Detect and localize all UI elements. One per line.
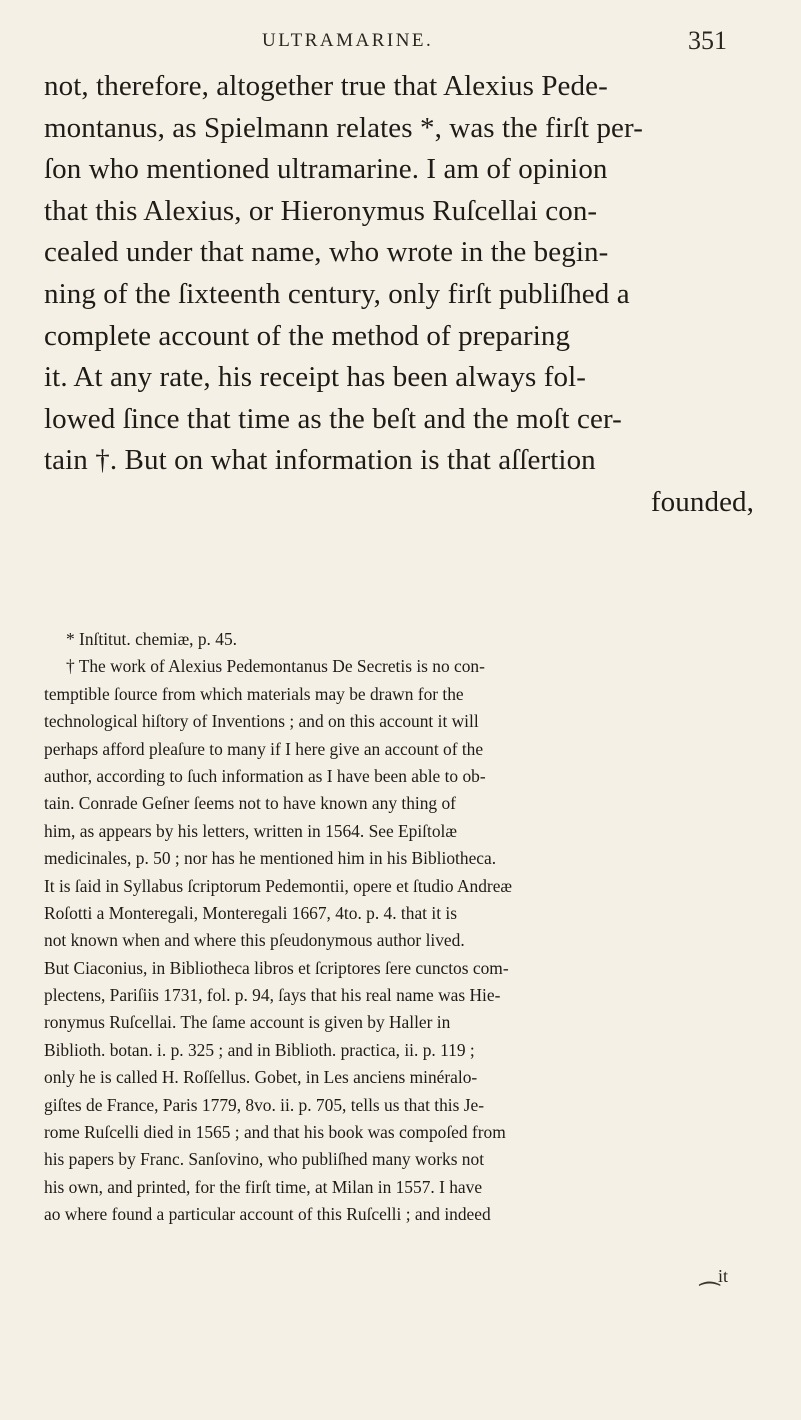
footnote-line: his papers by Franc. Sanſovino, who publiſhed many works not (44, 1149, 485, 1170)
footnote-line: technological hiſtory of Inventions ; and on this account it will (44, 711, 479, 732)
footnotes-block (44, 626, 756, 1229)
stray-pen-mark: ⁀ (700, 1284, 720, 1310)
footnote-line: * Inſtitut. chemiæ, p. 45. (66, 629, 237, 649)
main-text-block (44, 66, 754, 524)
footnote-line: Biblioth. botan. i. p. 325 ; and in Biblioth. practica, ii. p. 119 ; (44, 1039, 475, 1060)
main-text-line: montanus, as Spielmann relates *, was the firſt per- (44, 111, 643, 144)
footnote-line: medicinales, p. 50 ; nor has he mentioned him in his Bibliotheca. (44, 848, 497, 869)
catchword: it (718, 1266, 729, 1286)
footnote-line: his own, and printed, for the firſt time, at Milan in 1557. I have (44, 1176, 483, 1197)
main-text-line: ſon who mentioned ultramarine. I am of opinion (44, 153, 608, 186)
main-text-line: it. At any rate, his receipt has been always fol- (44, 361, 587, 394)
main-text-line: cealed under that name, who wrote in the begin- (44, 236, 609, 269)
footnote-line: tain. Conrade Geſner ſeems not to have known any thing of (44, 793, 456, 814)
page-number: 351 (688, 26, 727, 55)
footnote-line: rome Ruſcelli died in 1565 ; and that his book was compoſed from (44, 1122, 506, 1143)
footnote-line: It is ſaid in Syllabus ſcriptorum Pedemontii, opere et ſtudio Andreæ (44, 875, 513, 896)
running-title: ULTRAMARINE. (262, 30, 434, 51)
footnote-line: plectens, Pariſiis 1731, fol. p. 94, ſays that his real name was Hie- (44, 985, 501, 1006)
footnote-line: But Ciaconius, in Bibliotheca libros et ſcriptores ſere cunctos com- (44, 957, 509, 978)
main-text-line: not, therefore, altogether true that Alexius Pede- (44, 70, 608, 102)
footnote-line: only he is called H. Roſſellus. Gobet, in Les anciens minéralo- (44, 1067, 478, 1088)
main-text-line: complete account of the method of preparing (44, 319, 571, 352)
footnote-line: ronymus Ruſcellai. The ſame account is given by Haller in (44, 1012, 451, 1033)
footnote-line: not known when and where this pſeudonymous author lived. (44, 930, 465, 951)
main-text-line: that this Alexius, or Hieronymus Ruſcellai con- (44, 194, 598, 227)
footnote-line: giſtes de France, Paris 1779, 8vo. ii. p. 705, tells us that this Je- (44, 1094, 485, 1115)
footnote-line: him, as appears by his letters, written in 1564. See Epiſtolæ (44, 820, 457, 841)
main-text-line: ning of the ſixteenth century, only firſt publiſhed a (44, 277, 630, 310)
main-text-line: tain †. But on what information is that aſſertion (44, 444, 596, 477)
main-text-line: lowed ſince that time as the beſt and the moſt cer- (44, 402, 622, 435)
footnote-line: † The work of Alexius Pedemontanus De Secretis is no con- (66, 656, 485, 677)
footnote-line: author, according to ſuch information as I have been able to ob- (44, 765, 486, 786)
footnote-line: perhaps afford pleaſure to many if I here give an account of the (44, 738, 484, 759)
main-text-line: founded, (650, 485, 754, 518)
footnote-line: Roſotti a Monteregali, Monteregali 1667, 4to. p. 4. that it is (44, 902, 457, 923)
footnote-line: ao where found a particular account of this Ruſcelli ; and indeed (44, 1204, 491, 1225)
footnote-line: temptible ſource from which materials may be drawn for the (44, 683, 464, 704)
